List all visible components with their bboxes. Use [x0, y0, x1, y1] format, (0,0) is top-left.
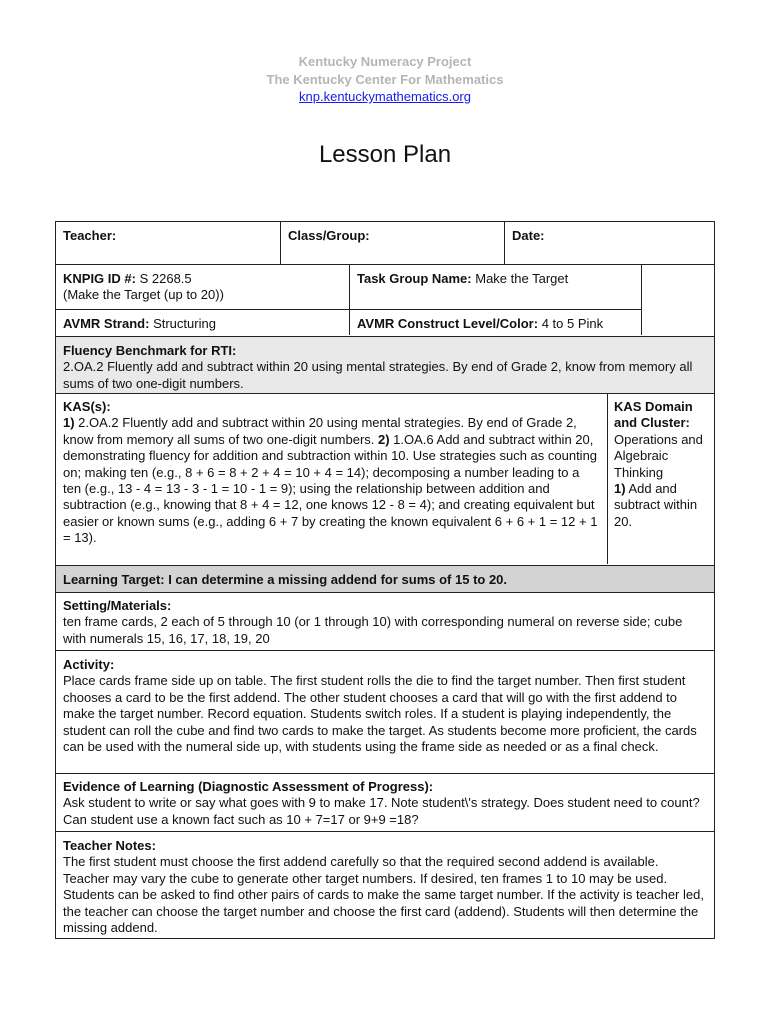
- org-name: Kentucky Numeracy Project: [298, 54, 472, 69]
- kas-domain-num: 1): [614, 481, 626, 497]
- activity-label: Activity:: [63, 657, 115, 672]
- site-link-wrapper: [0, 89, 770, 104]
- kas-cell: [56, 393, 607, 564]
- center-name: The Kentucky Center For Mathematics: [266, 72, 504, 87]
- class-group-label: Class/Group:: [280, 222, 504, 264]
- fluency-section: [55, 336, 715, 394]
- site-link[interactable]: knp.kentuckymathematics.org: [299, 89, 471, 104]
- task-group-cell: [349, 265, 641, 309]
- kas-domain-cell: [607, 393, 714, 564]
- construct-cell: [349, 309, 641, 335]
- info-box: [55, 265, 715, 337]
- kas-label: KAS(s):: [63, 399, 111, 414]
- evidence-cell: [56, 773, 714, 834]
- teacher-notes-label: Teacher Notes:: [63, 838, 156, 853]
- learning-target-section: [55, 565, 715, 593]
- kas-num-2: 2): [378, 431, 390, 447]
- learning-target: Learning Target: I can determine a missing addend for sums of 15 to 20.: [63, 572, 508, 587]
- construct-value: 4 to 5 Pink: [541, 316, 604, 331]
- kas-domain-label: KAS Domain and Cluster:: [614, 399, 693, 431]
- info-empty-cell: [641, 265, 714, 335]
- task-group-label: Task Group Name:: [357, 271, 472, 286]
- evidence-text: Ask student to write or say what goes with 9 to make 17. Note student\'s strategy. Does student need to count? Can student use a known fact such as 10 + 7=17 or 9+9 =18?: [63, 795, 700, 827]
- strand-label: AVMR Strand:: [63, 316, 150, 331]
- activity-cell: [56, 651, 714, 761]
- knpig-id-label: KNPIG ID #:: [63, 271, 136, 286]
- fluency-text: 2.OA.2 Fluently add and subtract within 20 using mental strategies. By end of Grade 2, know from memory all sums of two one-digit numbers.: [63, 359, 693, 391]
- kas-domain-text: Operations and Algebraic Thinking: [614, 431, 703, 480]
- kas-section: [55, 393, 715, 566]
- evidence-label: Evidence of Learning (Diagnostic Assessment of Progress):: [63, 779, 434, 794]
- fluency-label: Fluency Benchmark for RTI:: [63, 343, 237, 358]
- teacher-notes-cell: [56, 832, 714, 942]
- fluency-cell: [56, 337, 714, 398]
- kas-text: [63, 415, 600, 546]
- kas-text-1: 2.OA.2 Fluently add and subtract within 20 using mental strategies. By end of Grade 2, know from memory all sums of two one-digit numbers.: [63, 415, 577, 447]
- strand-value: Structuring: [153, 316, 216, 331]
- date-label: Date:: [504, 222, 714, 264]
- strand-cell: [56, 309, 349, 335]
- header-row: [55, 221, 715, 265]
- construct-label: AVMR Construct Level/Color:: [357, 316, 539, 331]
- evidence-section: [55, 773, 715, 832]
- setting-label: Setting/Materials:: [63, 598, 172, 613]
- kas-num-1: 1): [63, 415, 75, 431]
- knpig-id-sub: (Make the Target (up to 20)): [63, 287, 224, 303]
- setting-section: [55, 592, 715, 651]
- kas-domain-sub: Add and subtract within 20.: [614, 481, 698, 529]
- task-group-value: Make the Target: [475, 271, 569, 286]
- activity-text: Place cards frame side up on table. The first student rolls the die to find the target number. Then first student chooses a card to be the first addend. The other student chooses a card that will go with the first addend to make the target number. Record equation. Students switch roles. If a student is playing independently, the student can roll the cube and find two cards to make the target. As students become more proficient, the cards can be used with the numeral side up, with students using the frame side as needed or as a final check.: [63, 673, 697, 755]
- teacher-notes-section: [55, 831, 715, 939]
- page-title: Lesson Plan: [318, 141, 452, 168]
- activity-section: [55, 650, 715, 774]
- setting-cell: [56, 592, 714, 653]
- teacher-label: Teacher:: [63, 228, 117, 243]
- setting-text: ten frame cards, 2 each of 5 through 10 (or 1 through 10) with corresponding numeral on reverse side; cube with numerals 15, 16, 17, 18, 19, 20: [63, 614, 683, 646]
- knpig-id-value: S 2268.5: [139, 271, 192, 286]
- teacher-notes-text: The first student must choose the first addend carefully so that the required second addend is available. Teacher may vary the cube to generate other target numbers. If desired, ten frames 1 to 10 may be used. Students can be asked to find other pairs of cards to make the same target number. If the activity is teacher led, the teacher can choose the target number and choose the first card (addend). Students will then determine the missing addend.: [63, 854, 704, 936]
- knpig-id-cell: [56, 265, 349, 309]
- kas-text-2: 1.OA.6 Add and subtract within 20, demonstrating fluency for addition and subtraction within 10. Use strategies such as counting on; making ten (e.g., 8 + 6 = 8 + 2 + 4 = 10 + 4 = 14); decomposing a number leading to a ten (e.g., 13 - 4 = 13 - 3 - 1 = 10 - 1 = 9); using the relationship between addition and subtraction (e.g., knowing that 8 + 4 = 12, one knows 12 - 8 = 4); and creating equivalent but easier or known sums (e.g., adding 6 + 7 by creating the known equivalent 6 + 6 + 1 = 12 + 1 = 13).: [63, 431, 598, 546]
